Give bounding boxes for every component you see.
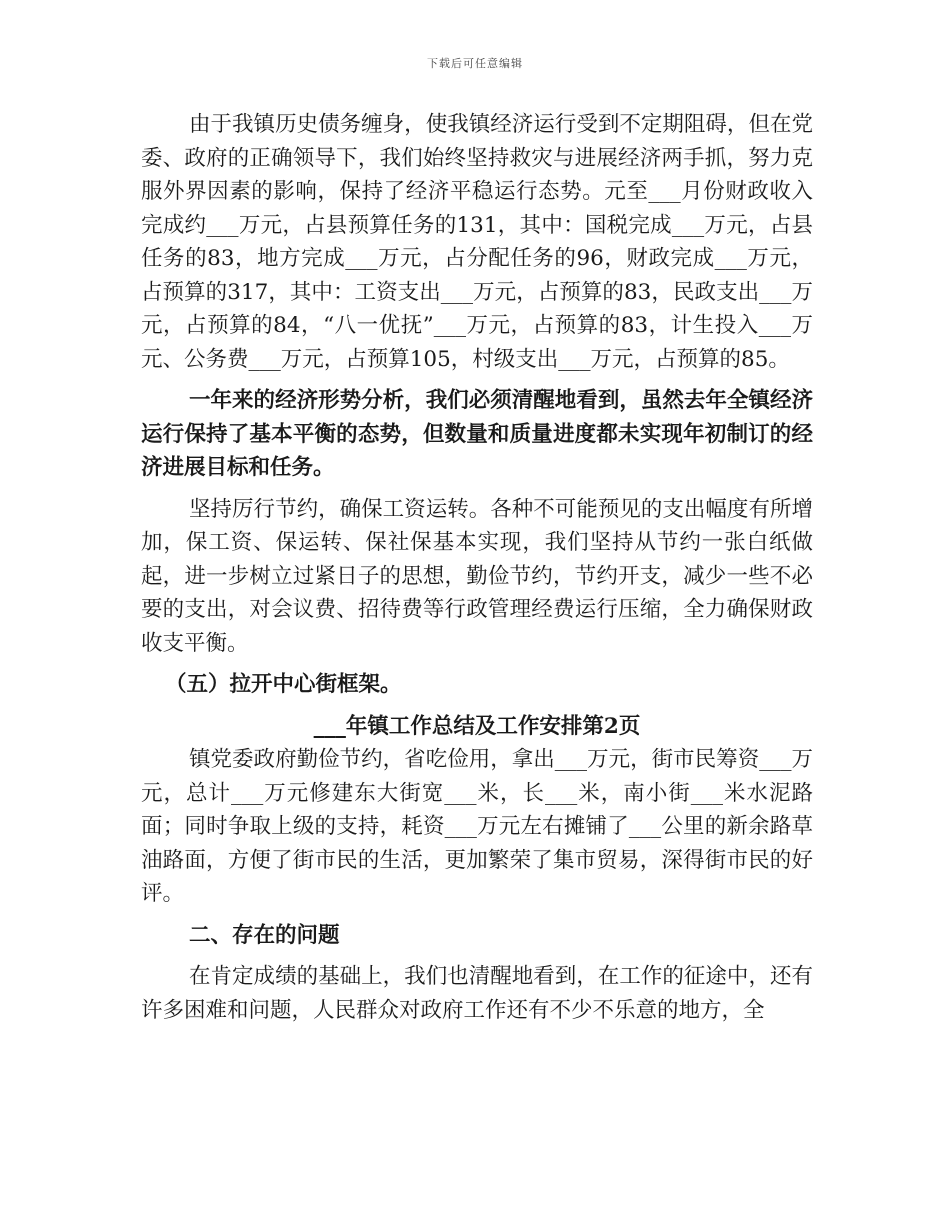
section-heading-center-street: （五）拉开中心街框架。 (165, 672, 402, 697)
paragraph-frugality: 坚持厉行节约，确保工资运转。各种不可能预见的支出幅度有所增加，保工资、保运转、保社保基本实现，我们坚持从节约一张白纸做起，进一步树立过紧日子的思想，勤俭节约，节约开支，减少一些不必要的支出，对会议费、招待费等行政管理经费运行压缩，全力确保财政收支平衡。 (141, 496, 813, 656)
document-body (141, 108, 813, 1027)
page-subtitle: ___年镇工作总结及工作安排第2页 (313, 713, 641, 739)
section-heading-problems: 二、存在的问题 (189, 922, 340, 948)
paragraph-problems: 在肯定成绩的基础上，我们也清醒地看到，在工作的征途中，还有许多困难和问题，人民群众对政府工作还有不少不乐意的地方，全 (141, 964, 813, 1023)
paragraph-finance-summary: 由于我镇历史债务缠身，使我镇经济运行受到不定期阻碍，但在党委、政府的正确领导下，我们始终坚持救灾与进展经济两手抓，努力克服外界因素的影响，保持了经济平稳运行态势。元至___月份财政收入完成约___万元，占县预算任务的131，其中：国税完成___万元，占县任务的83，地方完成___万元，占分配任务的96，财政完成___万元，占预算的317，其中：工资支出___万元，占预算的83，民政支出___万元，占预算的84，“八一优抚”___万元，占预算的83，计生投入___万元、公务费___万元，占预算105，村级支出___万元，占预算的85。 (141, 112, 813, 372)
page-header: 下载后可任意编辑 (427, 57, 523, 70)
paragraph-road-construction: 镇党委政府勤俭节约，省吃俭用，拿出___万元，街市民筹资___万元，总计___万元修建东大街宽___米，长___米，南小街___米水泥路面；同时争取上级的支持，耗资___万元左右摊铺了___公里的新余路草油路面，方便了街市民的生活，更加繁荣了集市贸易，深得街市民的好评。 (141, 747, 813, 906)
paragraph-economic-analysis: 一年来的经济形势分析，我们必须清醒地看到，虽然去年全镇经济运行保持了基本平衡的态势，但数量和质量进度都未实现年初制订的经济进展目标和任务。 (141, 388, 813, 480)
